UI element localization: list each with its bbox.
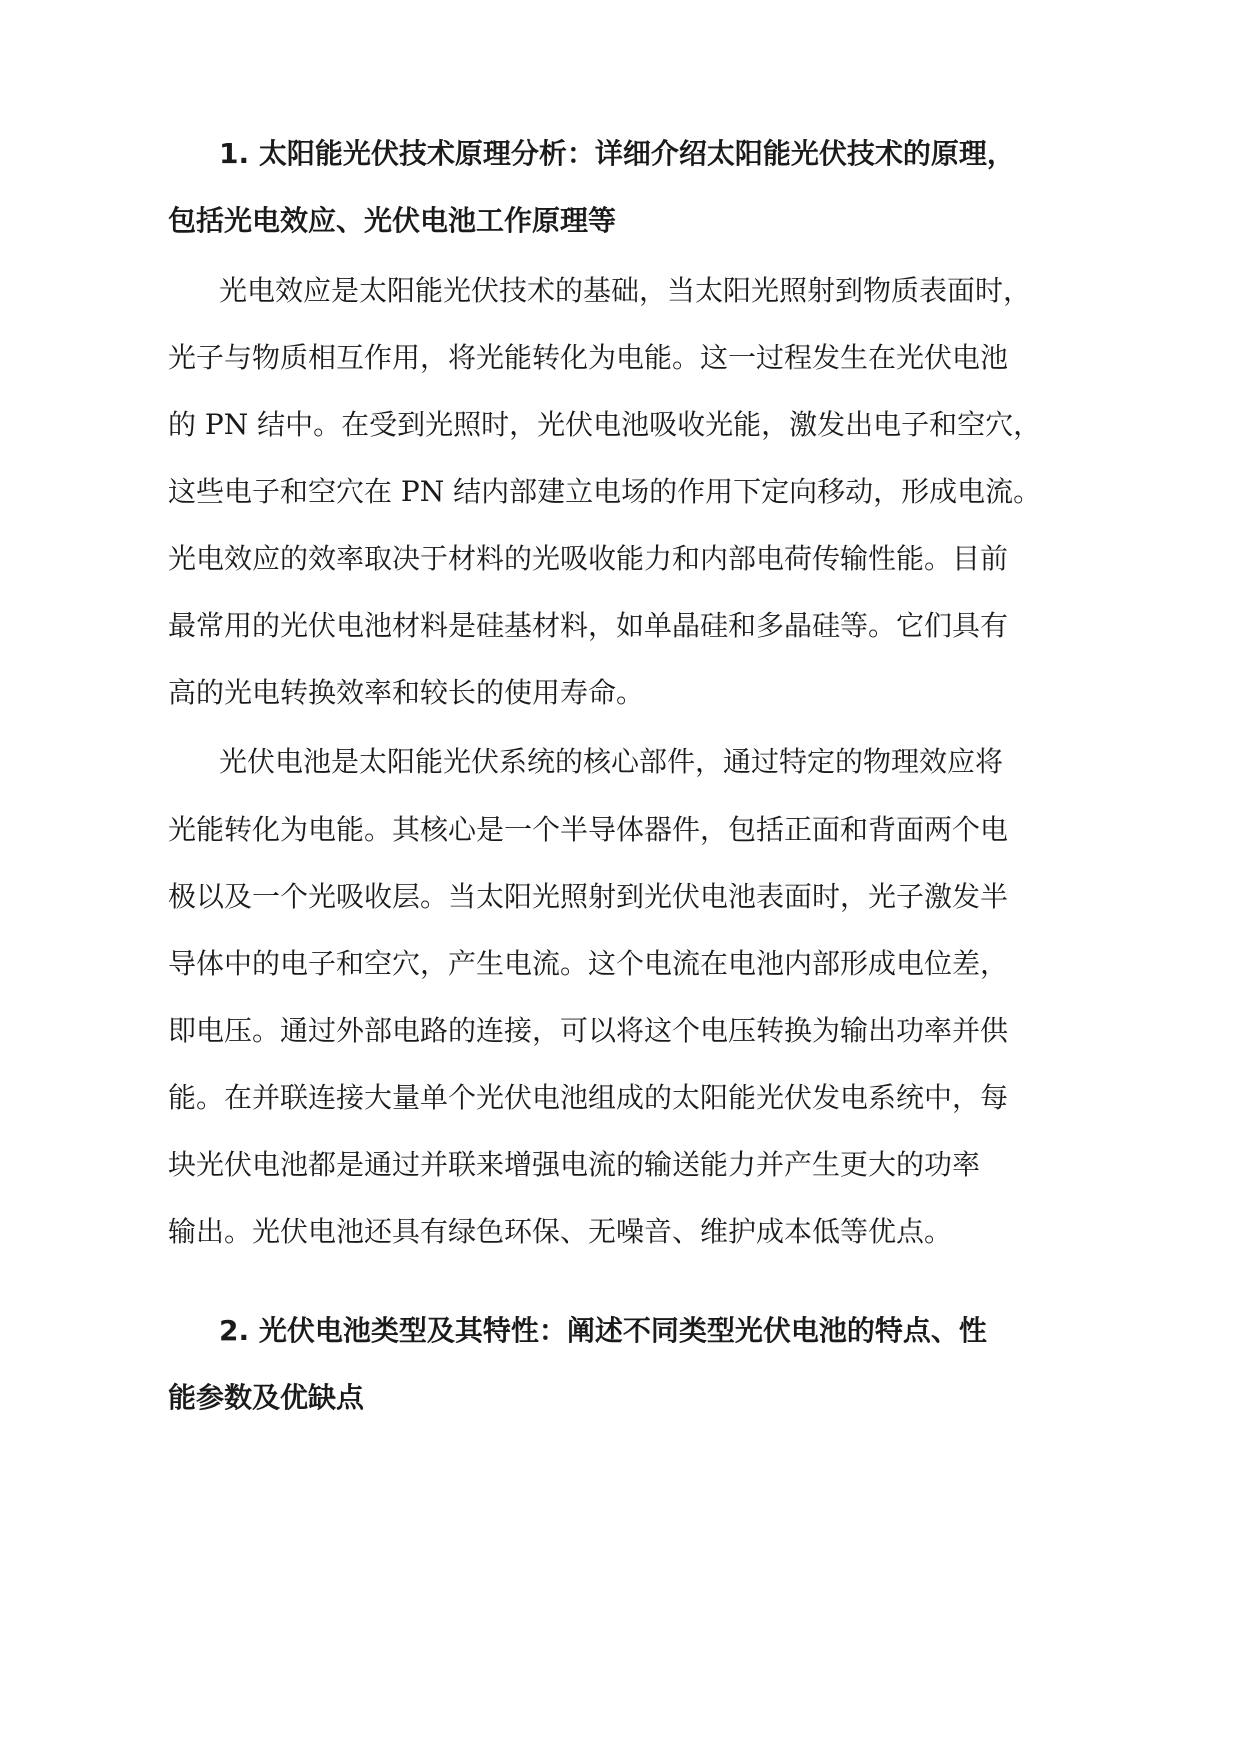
section-2-heading-line-2: 能参数及优缺点 [168, 1381, 365, 1414]
paragraph-line: 光电效应的效率取决于材料的光吸收能力和内部电荷传输性能。目前 [168, 542, 1009, 575]
paragraph-line: 能。在并联连接大量单个光伏电池组成的太阳能光伏发电系统中，每 [168, 1081, 1009, 1114]
paragraph-line: 最常用的光伏电池材料是硅基材料，如单晶硅和多晶硅等。它们具有 [168, 609, 1009, 642]
paragraph-line: 光子与物质相互作用，将光能转化为电能。这一过程发生在光伏电池 [168, 341, 1009, 374]
paragraph-line: 即电压。通过外部电路的连接，可以将这个电压转换为输出功率并供 [168, 1014, 1009, 1047]
paragraph-line: 的 PN 结中。在受到光照时，光伏电池吸收光能，激发出电子和空穴， [168, 408, 1042, 441]
paragraph-line: 光电效应是太阳能光伏技术的基础，当太阳光照射到物质表面时， [219, 274, 1032, 307]
paragraph-line: 极以及一个光吸收层。当太阳光照射到光伏电池表面时，光子激发半 [168, 880, 1009, 913]
paragraph-line: 导体中的电子和空穴，产生电流。这个电流在电池内部形成电位差， [168, 947, 1009, 980]
paragraph-line: 这些电子和空穴在 PN 结内部建立电场的作用下定向移动，形成电流。 [168, 475, 1042, 508]
section-1-heading-line-2: 包括光电效应、光伏电池工作原理等 [168, 204, 617, 237]
paragraph-line: 块光伏电池都是通过并联来增强电流的输送能力并产生更大的功率 [168, 1148, 981, 1181]
section-2-heading-line-1: 2. 光伏电池类型及其特性：阐述不同类型光伏电池的特点、性 [219, 1314, 987, 1347]
paragraph-line: 光伏电池是太阳能光伏系统的核心部件，通过特定的物理效应将 [219, 745, 1004, 778]
paragraph-line: 高的光电转换效率和较长的使用寿命。 [168, 676, 645, 709]
section-1-heading-line-1: 1. 太阳能光伏技术原理分析：详细介绍太阳能光伏技术的原理， [219, 137, 1015, 170]
paragraph-line: 输出。光伏电池还具有绿色环保、无噪音、维护成本低等优点。 [168, 1215, 953, 1248]
paragraph-line: 光能转化为电能。其核心是一个半导体器件，包括正面和背面两个电 [168, 813, 1009, 846]
